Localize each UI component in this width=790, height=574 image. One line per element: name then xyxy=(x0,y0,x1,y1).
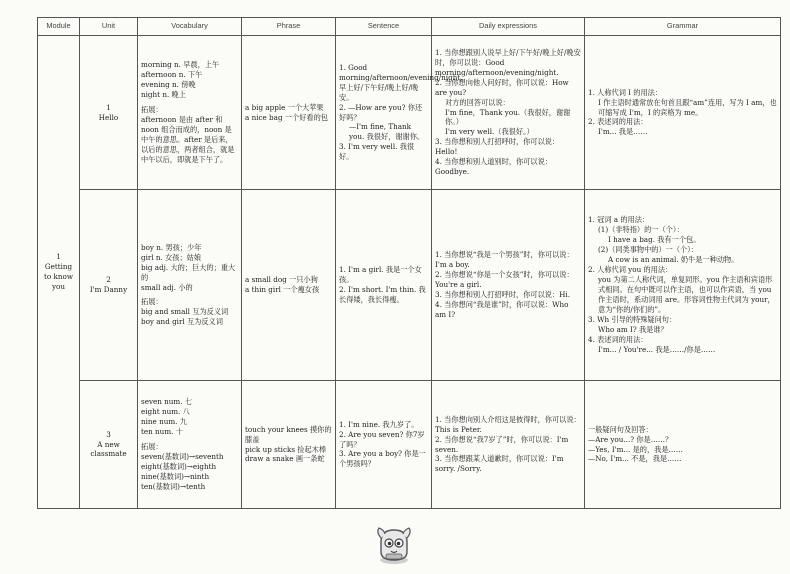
grammar-item: 2. 人称代词 you 的用法： xyxy=(588,265,673,275)
grammar-item: 2. 表述词的用法： xyxy=(588,117,648,127)
unit-row xyxy=(38,381,781,509)
unit-number: 1 xyxy=(106,102,111,112)
unit-title: classmate xyxy=(90,449,127,459)
vocab-extension-text: seven(基数词)→seventh xyxy=(141,451,224,461)
vocab-item: big adj. 大的；巨大的；重大的 xyxy=(141,262,236,282)
sentence-item: 2. I'm short. I'm thin. 我长得矮，我长得瘦。 xyxy=(339,285,426,304)
vocab-item: evening n. 傍晚 xyxy=(141,80,196,90)
daily-item: 对方的回答可以说： xyxy=(445,97,510,107)
grammar-item: I 作主语时通常放在句首且跟“am”连用，写为 I am，也可缩写成 I'm，I 的宾格为 me。 xyxy=(598,97,777,117)
knowledge-table xyxy=(37,17,781,509)
unit-row xyxy=(38,190,781,381)
module-cell xyxy=(38,36,80,509)
grammar-item: you 为第二人称代词，单复同形。you 作主语和宾语形式相同。在句中既可以作主语，也可以作宾语，当 you 作主语时，系动词用 are。形容词性物主代词为 your，意为“你的/你们的”。 xyxy=(598,275,775,314)
header-module: Module xyxy=(38,18,80,36)
vocab-extension-label: 拓展： xyxy=(141,442,163,452)
daily-item: I'm fine，Thank you.（我很好，谢谢你。） xyxy=(445,107,571,127)
sentence-item: 3. Are you a boy? 你是一个男孩吗？ xyxy=(339,449,426,469)
unit-number: 3 xyxy=(106,429,111,439)
vocab-extension-text: nine(基数词)→ninth xyxy=(141,471,210,481)
sentence-item: —I'm fine, Thank you. 我很好，谢谢你。 xyxy=(349,122,425,142)
sentence-item: 2. Are you seven? 你7岁了吗？ xyxy=(339,429,425,449)
sentence-cell xyxy=(336,190,432,381)
phrase-cell xyxy=(242,36,336,190)
daily-expressions-cell xyxy=(432,190,585,381)
vocab-item: small adj. 小的 xyxy=(141,282,193,292)
vocab-item: eight num. 八 xyxy=(141,407,190,417)
phrase-cell xyxy=(242,381,336,509)
sentence-cell xyxy=(336,381,432,509)
sentence-item: 3. I'm very well. 我很好。 xyxy=(339,142,415,162)
phrase-item: pick up sticks 捡起木棒 xyxy=(245,444,327,454)
vocab-item: night n. 晚上 xyxy=(141,90,186,100)
daily-item: 1. 当你想说“我是一个男孩”时，你可以说：I'm a boy. xyxy=(435,250,574,270)
daily-item: 3. 当你想和别人打招呼时，你可以说：Hi. xyxy=(435,289,570,299)
header-unit: Unit xyxy=(80,18,138,36)
unit-row xyxy=(38,36,781,190)
unit-cell xyxy=(80,36,138,190)
header-daily-expressions: Daily expressions xyxy=(432,18,585,36)
grammar-item: 1. 冠词 a 的用法： xyxy=(588,215,650,225)
daily-item: 2. 当你想说“我7岁了”时，你可以说：I'm seven. xyxy=(435,434,569,454)
vocab-item: nine num. 九 xyxy=(141,417,187,427)
grammar-item: I have a bag. 我有一个包。 xyxy=(608,235,701,245)
grammar-item: (1)（非特指）的一（个）： xyxy=(598,225,684,235)
grammar-item: 4. 表述词的用法： xyxy=(588,334,648,344)
daily-item: 4. 当你想问“我是谁”时，你可以说：Who am I? xyxy=(435,299,569,319)
grammar-cell xyxy=(585,190,781,381)
header-phrase: Phrase xyxy=(242,18,336,36)
grammar-item: 一般疑问句及回答： xyxy=(588,424,653,434)
phrase-item: a big apple 一个大苹果 xyxy=(245,102,324,112)
grammar-item: I'm... / You're... 我是……/你是…… xyxy=(598,344,716,354)
vocab-item: girl n. 女孩；姑娘 xyxy=(141,252,202,262)
sentence-item: 2. —How are you? 你还好吗？ xyxy=(339,102,423,122)
vocab-item: afternoon n. 下午 xyxy=(141,70,203,80)
phrase-item: a nice bag 一个好看的包 xyxy=(245,112,328,122)
vocab-extension-label: 拓展： xyxy=(141,105,163,115)
vocab-extension-label: 拓展： xyxy=(141,297,163,307)
phrase-item: a thin girl 一个瘦女孩 xyxy=(245,285,320,294)
module-title-line: Getting xyxy=(44,262,73,272)
grammar-item: 1. 人称代词 I 的用法： xyxy=(588,87,663,97)
vocab-extension-text: eight(基数词)→eighth xyxy=(141,461,217,471)
vocab-item: boy n. 男孩；少年 xyxy=(141,242,202,252)
daily-item: 1. 当你想向别人介绍这是彼得时，你可以说：This is Peter. xyxy=(435,414,581,434)
header-grammar: Grammar xyxy=(585,18,781,36)
daily-item: 2. 当你想说“你是一个女孩”时，你可以说：You're a girl. xyxy=(435,270,574,290)
grammar-cell xyxy=(585,381,781,509)
daily-item: 1. 当你想跟别人说早上好/下午好/晚上好/晚安时，你可以说：Good morning/afternoon/evening/night. xyxy=(435,47,581,77)
phrase-item: draw a snake 画一条蛇 xyxy=(245,454,325,464)
grammar-item: —Are you...? 你是……？ xyxy=(588,434,673,444)
vocab-extension-text: big and small 互为反义词 xyxy=(141,307,229,317)
daily-item: I'm very well.（我很好。） xyxy=(445,127,534,137)
unit-cell xyxy=(80,190,138,381)
grammar-cell xyxy=(585,36,781,190)
phrase-item: touch your knees 摸你的膝盖 xyxy=(245,424,332,444)
grammar-item: 3. Wh 引导的特殊疑问句： xyxy=(588,314,677,324)
vocab-item: seven num. 七 xyxy=(141,397,193,407)
vocabulary-cell xyxy=(138,381,242,509)
vocabulary-cell xyxy=(138,190,242,381)
phrase-item: a small dog 一只小狗 xyxy=(245,275,318,285)
vocab-item: morning n. 早晨，上午 xyxy=(141,60,220,70)
vocab-extension-text: ten(基数词)→tenth xyxy=(141,481,206,491)
sentence-item: 1. Good morning/afternoon/evening/night. 早上好/下午好/晚上好/晚安。 xyxy=(339,62,463,102)
daily-item: 3. 当你想和别人打招呼时，你可以说：Hello! xyxy=(435,137,560,157)
module-title-line: to know you xyxy=(44,272,73,291)
unit-title: Hello xyxy=(98,112,119,122)
vocabulary-cell xyxy=(138,36,242,190)
grammar-item: (2)（同类事物中的）一（个）： xyxy=(598,245,699,255)
sentence-item: 1. I'm nine. 我九岁了。 xyxy=(339,419,419,429)
daily-item: 2. 当你想向他人问好时，你可以说：How are you? xyxy=(435,77,569,97)
mascot-logo-icon xyxy=(372,522,416,566)
vocab-extension-text: afternoon 是由 after 和 noon 组合而成的，noon 是中午的意思。after 是后来，以后的意思，两者组合，就是中午以后，即就是下午了。 xyxy=(141,115,235,164)
grammar-item: A cow is an animal. 奶牛是一种动物。 xyxy=(608,255,739,265)
grammar-item: —Yes, I'm... 是的，我是…… xyxy=(588,444,683,454)
unit-title: A new xyxy=(97,439,120,449)
unit-number: 2 xyxy=(106,275,111,285)
vocab-extension-text: boy and girl 互为反义词 xyxy=(141,317,223,327)
sentence-item: 1. I'm a girl. 我是一个女孩。 xyxy=(339,265,422,285)
module-number: 1 xyxy=(56,252,61,262)
daily-expressions-cell xyxy=(432,36,585,190)
header-row xyxy=(38,18,781,36)
unit-title: I'm Danny xyxy=(89,285,128,294)
phrase-cell xyxy=(242,190,336,381)
grammar-item: Who am I? 我是谁？ xyxy=(598,324,668,334)
daily-expressions-cell xyxy=(432,381,585,509)
header-vocabulary: Vocabulary xyxy=(138,18,242,36)
unit-cell xyxy=(80,381,138,509)
header-sentence: Sentence xyxy=(336,18,432,36)
daily-item: 4. 当你想和别人道别时，你可以说：Goodbye. xyxy=(435,157,552,177)
grammar-item: —No, I'm... 不是，我是…… xyxy=(588,454,682,464)
sentence-cell xyxy=(336,36,463,190)
daily-item: 3. 当你想跟某人道歉时，你可以说：I'm sorry. /Sorry. xyxy=(435,454,564,474)
vocab-item: ten num. 十 xyxy=(141,427,183,437)
grammar-item: I'm... 我是…… xyxy=(598,127,648,137)
